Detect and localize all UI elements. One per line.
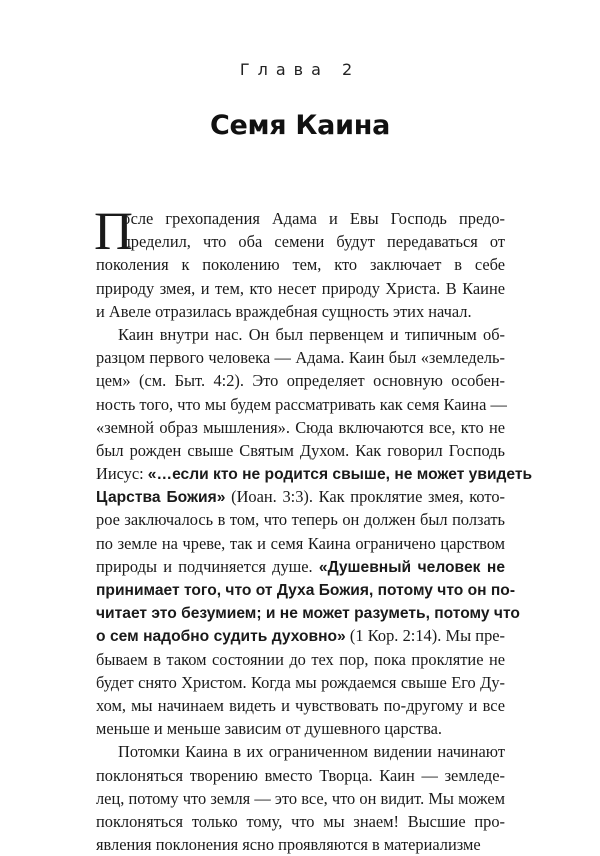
text-run: Иисус: (96, 464, 148, 484)
text-run: природы и подчиняется душе. (96, 556, 319, 576)
text-run: природу змея, и тем, кто несет природу Христа. В Каине (96, 278, 505, 298)
text-run: по земле на чреве, так и семя Каина ограничено царством (96, 533, 505, 553)
text-line (96, 648, 505, 671)
text-line (96, 624, 505, 647)
text-run: цем» (см. Быт. 4:2). Это определяет основную особен- (96, 371, 505, 391)
text-run: пределил, что оба семени будут передаваться от (122, 232, 505, 252)
chapter-title: Семя Каина (209, 110, 390, 141)
text-line (96, 253, 505, 276)
text-line (96, 439, 505, 462)
text-run: ность того, что мы будем рассматривать как семя Каина — (96, 394, 507, 414)
text-line (96, 207, 505, 230)
scripture-quote: Царства Божия» (96, 489, 226, 507)
text-run: поклоняться только тому, что мы знаем! Высшие про- (96, 811, 505, 831)
text-line (96, 346, 505, 369)
text-line (96, 717, 505, 740)
chapter-label: Глава 2 (239, 60, 361, 79)
text-line (96, 532, 505, 555)
text-line (96, 671, 505, 694)
text-line (96, 323, 505, 346)
text-line (96, 787, 505, 810)
drop-cap: П (94, 201, 133, 261)
text-run: рое заключалось в том, что теперь он должен был ползать (96, 510, 505, 530)
text-line (96, 462, 533, 485)
text-line (96, 810, 505, 833)
text-line (96, 277, 505, 300)
chapter-body (94, 201, 533, 856)
text-line (96, 508, 505, 531)
text-run: хом, мы начинаем видеть и чувствовать по-другому и все (96, 695, 505, 715)
text-run: был рожден свыше Святым Духом. Как говорил Господь (96, 440, 505, 460)
text-run: Каин внутри нас. Он был первенцем и типичным об- (118, 324, 505, 344)
text-run: бываем в таком состоянии до тех пор, пока проклятие не (96, 649, 505, 669)
text-line (96, 578, 516, 601)
text-run: поколения к поколению тем, кто заключает в себе (96, 255, 505, 275)
text-line (96, 764, 505, 787)
text-line (96, 833, 505, 856)
text-run: разцом первого человека — Адама. Каин был «земледель- (96, 348, 505, 368)
text-run: (1 Кор. 2:14). Мы пре- (345, 626, 505, 646)
text-run: поклоняться творению вместо Творца. Каин — земледе- (96, 765, 505, 785)
scripture-quote: «…если кто не родится свыше, не может увидеть (147, 466, 533, 484)
text-run: (Иоан. 3:3). Как проклятие змея, кото- (225, 487, 505, 507)
text-line (96, 300, 505, 323)
scripture-quote: читает это безумием; и не может разуметь, потому что (96, 605, 520, 623)
text-run: осле грехопадения Адама и Евы Господь предо- (122, 209, 505, 228)
text-line (96, 694, 505, 717)
text-line (96, 393, 505, 416)
text-line (96, 230, 505, 253)
text-line (96, 740, 505, 763)
text-line (96, 555, 505, 578)
text-run: Потомки Каина в их ограниченном видении начинают (118, 742, 505, 762)
text-line (96, 485, 505, 508)
text-run: будет снято Христом. Когда мы рождаемся свыше Его Ду- (96, 672, 505, 692)
scripture-quote: «Душевный человек не (318, 558, 505, 576)
text-line (96, 369, 505, 392)
text-line (96, 601, 520, 624)
text-run: лец, потому что земля — это все, что он видит. Мы можем (96, 788, 505, 808)
text-run: «земной образ мышления». Сюда включаются все, кто не (96, 417, 505, 437)
text-run: и Авеле отразилась враждебная сущность этих начал. (96, 301, 472, 321)
scripture-quote: о сем надобно судить духовно» (96, 628, 346, 646)
text-line (96, 416, 505, 439)
text-run: меньше и меньше зависим от душевного царства. (96, 719, 442, 739)
text-run: явления поклонения ясно проявляются в материализме (96, 835, 481, 855)
scripture-quote: принимает того, что от Духа Божия, потому что он по- (96, 582, 516, 599)
